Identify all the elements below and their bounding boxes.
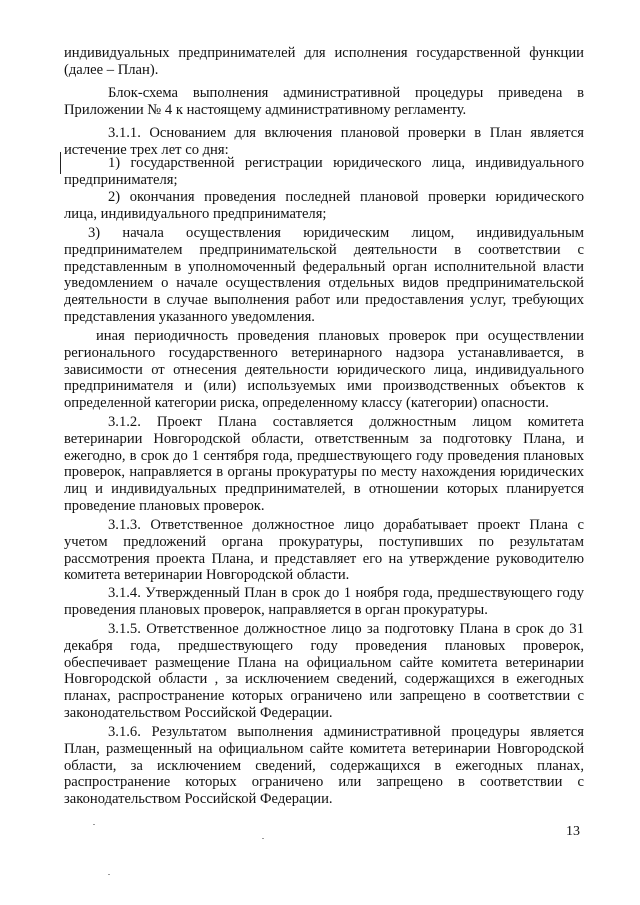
margin-mark	[60, 152, 61, 174]
paragraph-block-scheme: Блок-схема выполнения административной процедуры приведена в Приложении № 4 к настоящему административному регламенту.	[64, 85, 584, 118]
scan-speck	[93, 824, 95, 825]
page-number: 13	[566, 824, 580, 839]
paragraph-3-1-1: 3.1.1. Основанием для включения плановой проверки в План является истечение трех лет со дня:	[64, 125, 584, 158]
list-item-1: 1) государственной регистрации юридического лица, индивидуального предпринимателя;	[64, 155, 584, 188]
paragraph-3-1-5: 3.1.5. Ответственное должностное лицо за подготовку Плана в срок до 31 декабря года, предшествующего году проведения плановых проверок, обеспечивает размещение Плана на официальном сайте комитета ветеринарии Новгородской области , за исключением сведений, содержащихся в ежегодных планах, распространение которых ограничено или запрещено в соответствии с законодательством Российской Федерации.	[64, 621, 584, 721]
paragraph-3-1-3: 3.1.3. Ответственное должностное лицо дорабатывает проект Плана с учетом предложений органа прокуратуры, поступивших по результатам рассмотрения проекта Плана, и представляет его на утверждение руководителю комитета ветеринарии Новгородской области.	[64, 517, 584, 584]
paragraph-3-1-2: 3.1.2. Проект Плана составляется должностным лицом комитета ветеринарии Новгородской области, ответственным за подготовку Плана, и ежегодно, в срок до 1 сентября года, предшествующего году проведения плановых проверок, направляется в органы прокуратуры по месту нахождения юридических лиц и индивидуальных предпринимателей, в отношении которых планируется проведение плановых проверок.	[64, 414, 584, 514]
scan-speck	[262, 838, 264, 839]
list-item-2: 2) окончания проведения последней плановой проверки юридического лица, индивидуального предпринимателя;	[64, 189, 584, 222]
paragraph-periodicity: иная периодичность проведения плановых проверок при осуществлении регионального государственного ветеринарного надзора устанавливается, в зависимости от отнесения деятельности юридического лица, индивидуального предпринимателя и (или) используемых ими производственных объектов к определенной категории риска, определенному классу (категории) опасности.	[64, 328, 584, 412]
paragraph-3-1-6: 3.1.6. Результатом выполнения административной процедуры является План, размещенный на официальном сайте комитета ветеринарии Новгородской области, за исключением сведений, содержащихся в ежегодных планах, распространение которых ограничено или запрещено в соответствии с законодательством Российской Федерации.	[64, 724, 584, 808]
list-item-3: 3) начала осуществления юридическим лицом, индивидуальным предпринимателем предпринимательской деятельности в соответствии с представленным в уполномоченный федеральный орган исполнительной власти уведомлением о начале осуществления отдельных видов предпринимательской деятельности в случае выполнения работ или предоставления услуг, требующих представления указанного уведомления.	[64, 225, 584, 325]
paragraph-3-1-4: 3.1.4. Утвержденный План в срок до 1 ноября года, предшествующего году проведения плановых проверок, направляется в орган прокуратуры.	[64, 585, 584, 618]
scan-speck	[108, 874, 110, 875]
paragraph-continuation: индивидуальных предпринимателей для исполнения государственной функции (далее – План).	[64, 45, 584, 78]
